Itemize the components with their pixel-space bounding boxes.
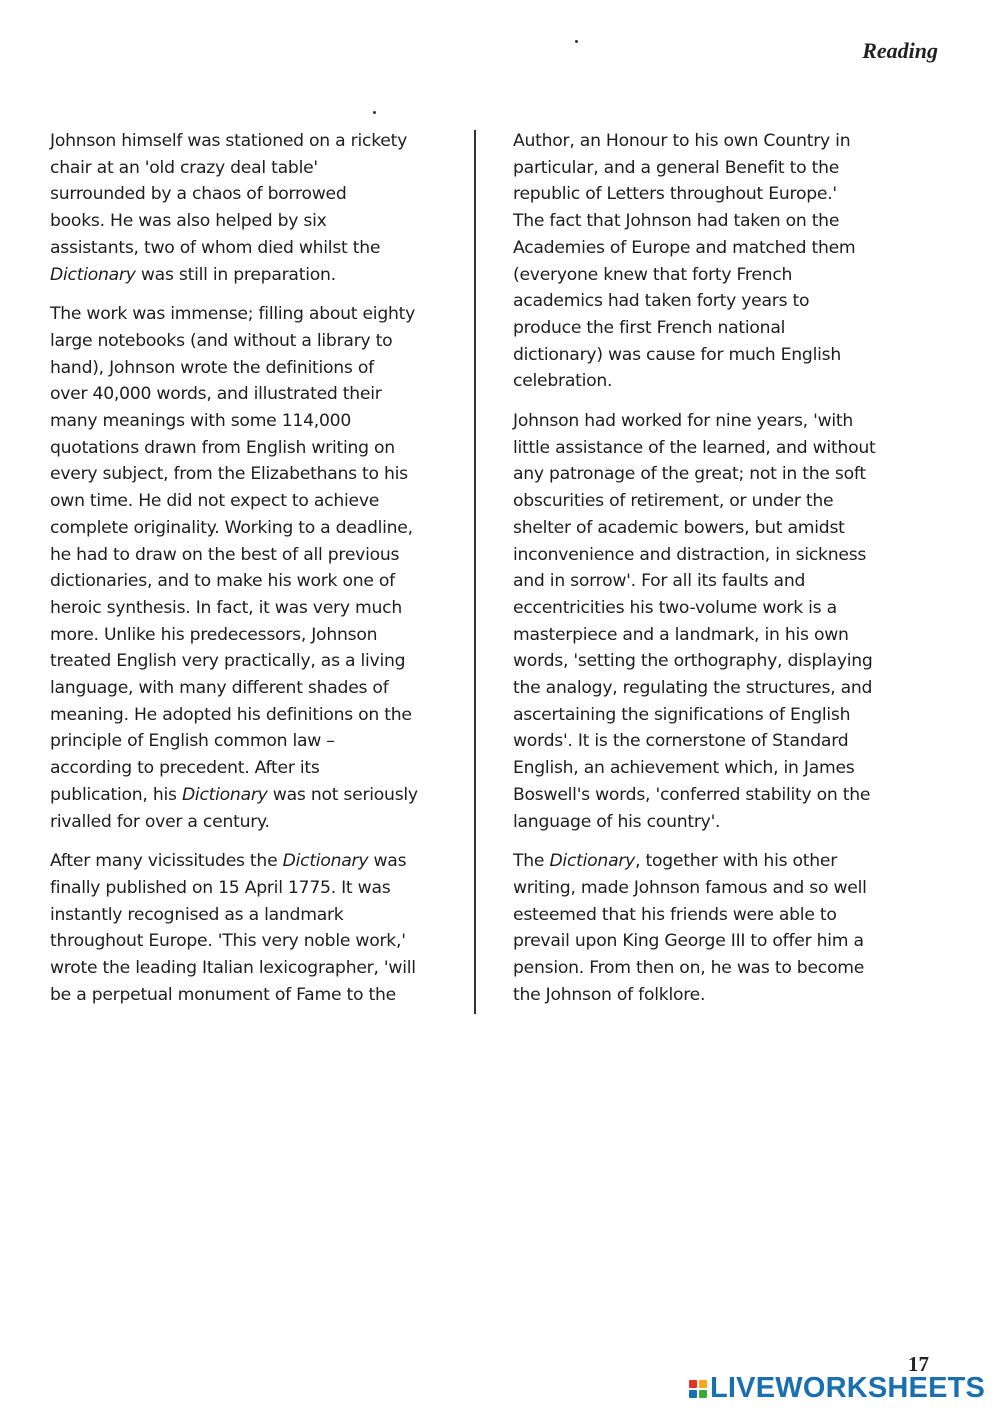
- logo-square: [699, 1390, 707, 1398]
- page-number: 17: [908, 1352, 929, 1376]
- paragraph: [513, 408, 915, 835]
- text-line: English, an achievement which, in James: [513, 758, 855, 779]
- text-line: celebration.: [513, 371, 613, 392]
- text-line: and in sorrow'. For all its faults and: [513, 571, 806, 592]
- text-line: own time. He did not expect to achieve: [50, 491, 380, 512]
- liveworksheets-logo-text: LIVEWORKSHEETS: [710, 1372, 986, 1404]
- text-line: Dictionary was still in preparation.: [50, 264, 336, 285]
- text-line: assistants, two of whom died whilst the: [50, 237, 381, 258]
- text-line: Author, an Honour to his own Country in: [513, 131, 851, 151]
- text-line: rivalled for over a century.: [50, 811, 270, 832]
- text-line: many meanings with some 114,000: [50, 411, 352, 432]
- text-line: more. Unlike his predecessors, Johnson: [50, 624, 378, 645]
- text-line: pension. From then on, he was to become: [513, 958, 865, 979]
- paragraph: [513, 128, 915, 395]
- paragraph: [513, 848, 915, 1008]
- text-line: he had to draw on the best of all previous: [50, 544, 400, 565]
- logo-square: [699, 1380, 707, 1388]
- paragraph: [50, 128, 455, 288]
- text-line: books. He was also helped by six: [50, 211, 327, 232]
- italic-title: Dictionary: [282, 851, 369, 872]
- text-line: be a perpetual monument of Fame to the: [50, 984, 396, 1005]
- text-line: instantly recognised as a landmark: [50, 904, 344, 925]
- text-line: surrounded by a chaos of borrowed: [50, 184, 347, 205]
- text-line: wrote the leading Italian lexicographer, 'will: [50, 958, 416, 979]
- page-header: Reading: [862, 38, 938, 63]
- logo-square: [689, 1380, 697, 1388]
- text-line: hand), Johnson wrote the definitions of: [50, 357, 374, 378]
- text-line: eccentricities his two-volume work is a: [513, 597, 837, 618]
- text-line: republic of Letters throughout Europe.': [513, 184, 837, 205]
- text-line: any patronage of the great; not in the soft: [513, 464, 866, 485]
- text-line: over 40,000 words, and illustrated their: [50, 384, 382, 405]
- text-line: every subject, from the Elizabethans to his: [50, 464, 408, 485]
- text-line: prevail upon King George III to offer him a: [513, 931, 864, 952]
- left-text-column: [50, 128, 455, 1022]
- text-line: shelter of academic bowers, but amidst: [513, 517, 845, 538]
- text-line: treated English very practically, as a living: [50, 651, 406, 672]
- text-line: produce the first French national: [513, 317, 786, 338]
- scan-speck-top: [575, 40, 578, 43]
- text-line: throughout Europe. 'This very noble work,': [50, 931, 406, 952]
- text-line: Boswell's words, 'conferred stability on the: [513, 784, 871, 805]
- text-line: Johnson himself was stationed on a rickety: [50, 131, 408, 151]
- text-line: principle of English common law –: [50, 731, 335, 752]
- text-line: according to precedent. After its: [50, 758, 320, 779]
- text-line: (everyone knew that forty French: [513, 264, 793, 285]
- paragraph: [50, 301, 455, 835]
- text-line: meaning. He adopted his definitions on the: [50, 704, 412, 725]
- text-line: esteemed that his friends were able to: [513, 904, 837, 925]
- liveworksheets-watermark: [689, 1372, 985, 1405]
- paragraph: [50, 848, 455, 1008]
- text-line: words'. It is the cornerstone of Standard: [513, 731, 849, 752]
- italic-title: Dictionary: [549, 851, 636, 872]
- italic-title: Dictionary: [50, 264, 136, 285]
- text-line: After many vicissitudes the Dictionary was: [50, 851, 407, 872]
- text-line: inconvenience and distraction, in sickness: [513, 544, 867, 565]
- text-line: the analogy, regulating the structures, and: [513, 678, 873, 699]
- text-line: particular, and a general Benefit to the: [513, 157, 840, 178]
- text-line: complete originality. Working to a deadline,: [50, 517, 413, 538]
- text-line: writing, made Johnson famous and so well: [513, 877, 867, 898]
- text-line: publication, his Dictionary was not seriously: [50, 784, 418, 805]
- right-text-column: [513, 128, 915, 1022]
- text-line: academics had taken forty years to: [513, 291, 810, 312]
- text-line: The Dictionary, together with his other: [513, 851, 838, 872]
- text-line: Academies of Europe and matched them: [513, 237, 856, 258]
- text-line: heroic synthesis. In fact, it was very much: [50, 597, 402, 618]
- text-line: words, 'setting the orthography, displaying: [513, 651, 873, 672]
- liveworksheets-logo-icon: [689, 1380, 707, 1398]
- text-line: large notebooks (and without a library to: [50, 330, 393, 351]
- italic-title: Dictionary: [181, 784, 268, 805]
- text-line: finally published on 15 April 1775. It was: [50, 877, 391, 898]
- text-line: The work was immense; filling about eighty: [50, 304, 416, 325]
- text-line: chair at an 'old crazy deal table': [50, 157, 318, 178]
- text-line: quotations drawn from English writing on: [50, 437, 395, 458]
- text-line: The fact that Johnson had taken on the: [513, 211, 840, 232]
- text-line: language of his country'.: [513, 811, 721, 832]
- column-divider: [474, 130, 476, 1014]
- text-line: language, with many different shades of: [50, 678, 389, 699]
- text-line: obscurities of retirement, or under the: [513, 491, 834, 512]
- text-line: dictionaries, and to make his work one of: [50, 571, 395, 592]
- text-line: Johnson had worked for nine years, 'with: [513, 411, 854, 432]
- text-line: masterpiece and a landmark, in his own: [513, 624, 849, 645]
- logo-square: [689, 1390, 697, 1398]
- text-line: ascertaining the significations of English: [513, 704, 851, 725]
- text-line: dictionary) was cause for much English: [513, 344, 841, 365]
- text-line: the Johnson of folklore.: [513, 984, 706, 1005]
- text-line: little assistance of the learned, and without: [513, 437, 876, 458]
- scan-speck-mid: [373, 111, 376, 114]
